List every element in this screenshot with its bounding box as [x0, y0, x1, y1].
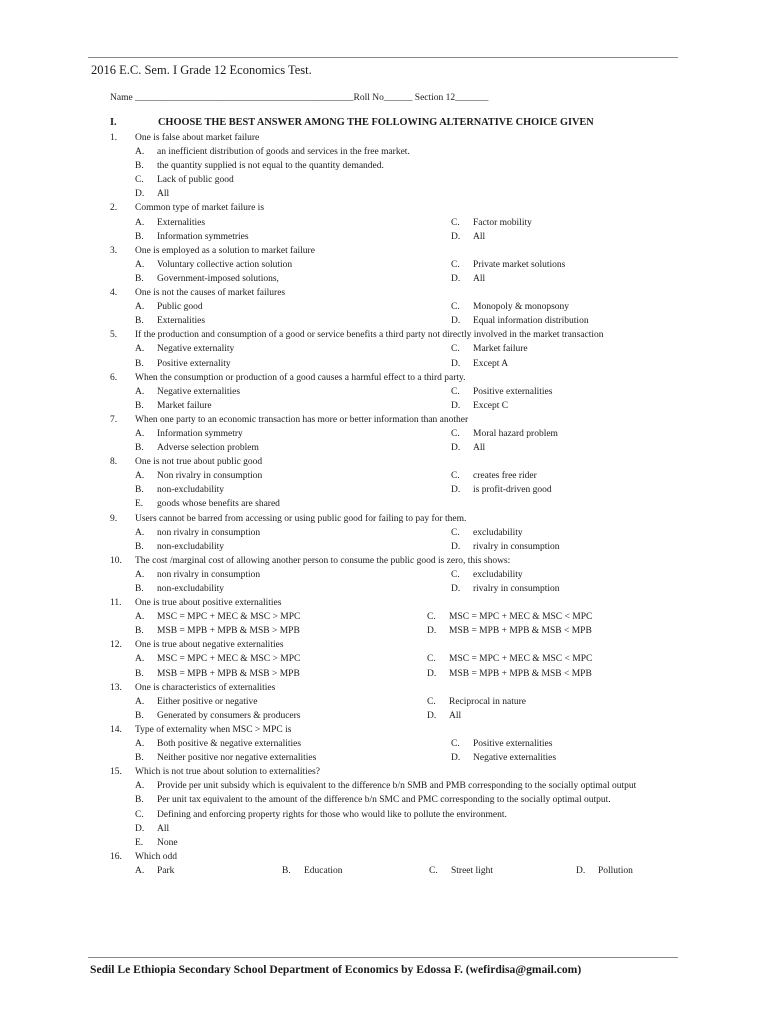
question-number: 7.	[110, 414, 118, 425]
question-number: 9.	[110, 513, 118, 524]
option-letter: C.	[135, 175, 144, 186]
answer-option	[135, 751, 451, 765]
answer-option	[135, 864, 282, 878]
section-instruction: CHOOSE THE BEST ANSWER AMONG THE FOLLOWING ALTERNATIVE CHOICE GIVEN	[158, 117, 594, 128]
answer-options	[135, 300, 670, 328]
option-letter: C.	[451, 739, 460, 750]
option-text: Public good	[157, 302, 203, 313]
answer-option	[135, 667, 427, 681]
option-letter: C.	[451, 527, 460, 538]
answer-option	[135, 695, 427, 709]
answer-option	[427, 624, 670, 638]
question-number: 15.	[110, 767, 122, 778]
answer-options	[135, 737, 670, 765]
option-letter: A.	[135, 428, 145, 439]
option-text: None	[157, 837, 178, 848]
bottom-rule	[88, 957, 678, 958]
option-text: Provide per unit subsidy which is equivalent to the difference b/n SMB and PMB corresponding to the socially optimal output	[157, 781, 637, 792]
test-title: 2016 E.C. Sem. I Grade 12 Economics Test.	[91, 63, 312, 77]
option-text: Voluntary collective action solution	[157, 259, 293, 270]
option-letter: B.	[282, 865, 291, 876]
option-letter: C.	[427, 612, 436, 623]
question-stem: One is true about positive externalities	[135, 598, 282, 609]
answer-option	[451, 526, 670, 540]
option-text: Park	[157, 865, 175, 876]
option-letter: D.	[451, 443, 461, 454]
answer-option	[135, 497, 451, 511]
question-number: 13.	[110, 682, 122, 693]
answer-option	[135, 540, 451, 554]
option-text: Reciprocal in nature	[449, 696, 527, 707]
answer-option	[427, 610, 670, 624]
answer-option	[135, 385, 451, 399]
option-text: an inefficient distribution of goods and services in the free market.	[157, 147, 410, 158]
option-letter: B.	[135, 626, 144, 637]
question-14	[110, 723, 670, 765]
answer-option	[451, 357, 670, 371]
option-text: Negative externality	[157, 344, 235, 355]
answer-option	[135, 230, 451, 244]
option-letter: A.	[135, 739, 145, 750]
option-text: Equal information distribution	[473, 316, 589, 327]
question-stem: One is true about negative externalities	[135, 640, 284, 651]
answer-option	[135, 342, 451, 356]
option-letter: D.	[451, 231, 461, 242]
answer-option	[135, 258, 451, 272]
option-letter: B.	[135, 753, 144, 764]
question-stem: If the production and consumption of a good or service benefits a third party not directly involved in the market transaction	[135, 330, 604, 341]
option-text: Externalities	[157, 316, 206, 327]
option-text: Education	[304, 865, 343, 876]
answer-options	[135, 216, 670, 244]
answer-option	[135, 187, 670, 201]
option-letter: B.	[135, 161, 144, 172]
option-text: Negative externalities	[473, 753, 557, 764]
option-letter: D.	[451, 485, 461, 496]
answer-option	[451, 737, 670, 751]
answer-option	[135, 582, 451, 596]
option-text: Private market solutions	[473, 259, 566, 270]
option-letter: D.	[451, 273, 461, 284]
question-16	[110, 850, 670, 878]
option-text: Factor mobility	[473, 217, 532, 228]
option-letter: D.	[427, 626, 437, 637]
option-letter: B.	[135, 231, 144, 242]
answer-option	[576, 864, 670, 878]
answer-option	[135, 300, 451, 314]
option-text: non rivalry in consumption	[157, 569, 261, 580]
question-number: 2.	[110, 203, 118, 214]
answer-options	[135, 568, 670, 596]
question-stem: One is characteristics of externalities	[135, 682, 276, 693]
option-text: All	[449, 710, 462, 721]
option-text: non-excludability	[157, 541, 225, 552]
answer-option	[135, 624, 427, 638]
option-text: Information symmetry	[157, 428, 243, 439]
option-text: goods whose benefits are shared	[157, 499, 280, 510]
option-letter: C.	[451, 428, 460, 439]
answer-option	[135, 793, 670, 807]
answer-option	[135, 610, 427, 624]
option-text: All	[157, 189, 170, 200]
option-text: Pollution	[598, 865, 633, 876]
question-stem: One is employed as a solution to market failure	[135, 245, 315, 256]
answer-option	[451, 399, 670, 413]
option-letter: C.	[451, 386, 460, 397]
answer-option	[451, 427, 670, 441]
option-text: All	[473, 443, 486, 454]
option-text: non rivalry in consumption	[157, 527, 261, 538]
answer-option	[451, 540, 670, 554]
question-number: 6.	[110, 372, 118, 383]
answer-option	[135, 314, 451, 328]
option-text: rivalry in consumption	[473, 584, 560, 594]
option-text: Negative externalities	[157, 386, 241, 397]
option-text: MSC = MPC + MEC & MSC > MPC	[157, 654, 301, 665]
answer-option	[135, 173, 670, 187]
option-letter: D.	[135, 189, 145, 200]
option-text: Moral hazard problem	[473, 428, 558, 439]
answer-option	[135, 652, 427, 666]
option-text: Externalities	[157, 217, 206, 228]
answer-option	[427, 709, 670, 723]
option-letter: C.	[451, 471, 460, 482]
answer-option	[451, 258, 670, 272]
question-stem: Which is not true about solution to externalities?	[135, 767, 320, 778]
option-text: Government-imposed solutions,	[157, 273, 279, 284]
option-text: excludability	[473, 527, 523, 538]
answer-option	[135, 737, 451, 751]
answer-option	[135, 357, 451, 371]
option-text: MSC = MPC + MEC & MSC > MPC	[157, 612, 301, 623]
question-9	[110, 512, 670, 554]
answer-options	[135, 779, 670, 849]
answer-options	[135, 469, 670, 511]
option-text: creates free rider	[473, 471, 537, 482]
option-text: MSC = MPC + MEC & MSC < MPC	[449, 612, 593, 623]
question-list	[110, 131, 670, 878]
option-letter: C.	[451, 569, 460, 580]
answer-option	[451, 751, 670, 765]
question-stem: Common type of market failure is	[135, 203, 265, 214]
option-text: All	[473, 273, 486, 284]
option-letter: A.	[135, 781, 145, 792]
option-letter: B.	[135, 795, 144, 806]
option-text: Adverse selection problem	[157, 443, 259, 454]
question-stem: The cost /marginal cost of allowing another person to consume the public good is zero, this shows:	[135, 555, 511, 566]
option-letter: A.	[135, 217, 145, 228]
option-text: Information symmetries	[157, 231, 249, 242]
option-text: MSB = MPB + MPB & MSB < MPB	[449, 626, 592, 637]
answer-option	[451, 216, 670, 230]
option-letter: A.	[135, 386, 145, 397]
answer-option	[135, 526, 451, 540]
answer-option	[135, 779, 670, 793]
option-text: Positive externality	[157, 358, 231, 369]
option-letter: B.	[135, 541, 144, 552]
option-text: MSB = MPB + MPB & MSB < MPB	[449, 668, 592, 679]
question-number: 12.	[110, 640, 122, 651]
option-text: the quantity supplied is not equal to the quantity demanded.	[157, 161, 384, 172]
option-text: MSC = MPC + MEC & MSC < MPC	[449, 654, 593, 665]
answer-option	[427, 695, 670, 709]
option-letter: A.	[135, 302, 145, 313]
option-text: non-excludability	[157, 584, 225, 594]
question-stem: Type of externality when MSC > MPC is	[135, 724, 292, 735]
option-text: is profit-driven good	[473, 485, 552, 496]
question-8	[110, 455, 670, 511]
option-letter: C.	[451, 344, 460, 355]
option-text: Except C	[473, 400, 509, 411]
top-rule	[88, 57, 678, 58]
answer-option	[451, 314, 670, 328]
option-letter: A.	[135, 865, 145, 876]
question-number: 5.	[110, 330, 118, 341]
question-5	[110, 328, 670, 370]
option-text: Non rivalry in consumption	[157, 471, 263, 482]
question-4	[110, 286, 670, 328]
answer-option	[135, 399, 451, 413]
option-letter: A.	[135, 569, 145, 580]
answer-option	[135, 808, 670, 822]
option-letter: B.	[135, 584, 144, 594]
question-7	[110, 413, 670, 455]
option-text: Positive externalities	[473, 739, 553, 750]
question-number: 1.	[110, 133, 118, 143]
question-1	[110, 131, 670, 201]
option-text: Both positive & negative externalities	[157, 739, 302, 750]
question-stem: When the consumption or production of a good causes a harmful effect to a third party.	[135, 372, 466, 383]
option-text: Monopoly & monopsony	[473, 302, 570, 313]
option-letter: C.	[429, 865, 438, 876]
question-6	[110, 371, 670, 413]
question-10	[110, 554, 670, 596]
option-text: Neither positive nor negative externalities	[157, 753, 317, 764]
question-number: 8.	[110, 457, 118, 468]
option-letter: E.	[135, 499, 144, 510]
option-letter: D.	[451, 400, 461, 411]
answer-option	[427, 667, 670, 681]
option-text: All	[473, 231, 486, 242]
option-text: Lack of public good	[157, 175, 234, 186]
option-letter: C.	[451, 302, 460, 313]
option-letter: D.	[576, 865, 586, 876]
option-letter: B.	[135, 273, 144, 284]
question-15	[110, 765, 670, 850]
option-letter: D.	[135, 823, 145, 834]
answer-options	[135, 145, 670, 201]
answer-options	[135, 258, 670, 286]
answer-option	[427, 652, 670, 666]
option-letter: C.	[135, 809, 144, 820]
answer-options	[135, 610, 670, 638]
question-number: 4.	[110, 288, 118, 299]
question-number: 11.	[110, 598, 122, 609]
answer-option	[451, 469, 670, 483]
option-letter: A.	[135, 344, 145, 355]
answer-option	[135, 483, 451, 497]
footer-credit: Sedil Le Ethiopia Secondary School Department of Economics by Edossa F. (wefirdisa@gmail.com)	[90, 963, 582, 976]
answer-option	[135, 272, 451, 286]
option-letter: B.	[135, 485, 144, 496]
question-stem: When one party to an economic transaction has more or better information than another	[135, 414, 469, 425]
answer-option	[135, 159, 670, 173]
question-13	[110, 681, 670, 723]
question-number: 14.	[110, 724, 122, 735]
answer-option	[135, 568, 451, 582]
option-text: All	[157, 823, 170, 834]
option-letter: D.	[427, 710, 437, 721]
option-letter: D.	[451, 358, 461, 369]
option-letter: D.	[451, 584, 461, 594]
question-stem: One is not true about public good	[135, 457, 263, 468]
question-stem: One is not the causes of market failures	[135, 288, 286, 299]
question-number: 10.	[110, 555, 122, 566]
answer-option	[135, 441, 451, 455]
option-letter: E.	[135, 837, 144, 848]
answer-option	[451, 483, 670, 497]
option-letter: B.	[135, 358, 144, 369]
option-letter: B.	[135, 443, 144, 454]
option-text: Defining and enforcing property rights for those who would like to pollute the environment.	[157, 809, 507, 820]
question-stem: Users cannot be barred from accessing or using public good for failing to pay for them.	[135, 513, 467, 524]
option-text: non-excludability	[157, 485, 225, 496]
option-letter: D.	[427, 668, 437, 679]
option-text: rivalry in consumption	[473, 541, 560, 552]
option-letter: A.	[135, 471, 145, 482]
option-letter: C.	[427, 696, 436, 707]
option-text: Street light	[451, 865, 493, 876]
option-letter: A.	[135, 147, 145, 158]
answer-option	[135, 145, 670, 159]
section-heading	[110, 117, 594, 128]
option-text: Market failure	[157, 400, 212, 411]
option-text: MSB = MPB + MPB & MSB > MPB	[157, 626, 300, 637]
question-number: 3.	[110, 245, 118, 256]
option-letter: D.	[451, 541, 461, 552]
option-letter: A.	[135, 696, 145, 707]
answer-options	[135, 427, 670, 455]
question-12	[110, 638, 670, 680]
option-letter: A.	[135, 527, 145, 538]
question-3	[110, 244, 670, 286]
option-letter: C.	[451, 259, 460, 270]
option-text: Either positive or negative	[157, 696, 258, 707]
answer-option	[282, 864, 429, 878]
option-letter: B.	[135, 400, 144, 411]
answer-option	[135, 469, 451, 483]
answer-option	[451, 568, 670, 582]
answer-options	[135, 526, 670, 554]
option-letter: C.	[427, 654, 436, 665]
option-letter: B.	[135, 668, 144, 679]
option-letter: A.	[135, 654, 145, 665]
option-text: MSB = MPB + MPB & MSB > MPB	[157, 668, 300, 679]
option-text: excludability	[473, 569, 523, 580]
question-2	[110, 201, 670, 243]
answer-options	[135, 695, 670, 723]
option-letter: D.	[451, 316, 461, 327]
answer-option	[451, 300, 670, 314]
answer-option	[135, 427, 451, 441]
option-text: Market failure	[473, 344, 528, 355]
answer-option	[135, 216, 451, 230]
answer-option	[451, 385, 670, 399]
answer-option	[429, 864, 576, 878]
option-text: Generated by consumers & producers	[157, 710, 301, 721]
answer-option	[135, 822, 670, 836]
name-roll-section-line: Name ______________________________________________Roll No______ Section 12_______	[110, 93, 489, 103]
answer-options	[135, 652, 670, 680]
answer-option	[451, 582, 670, 596]
option-text: Except A	[473, 358, 509, 369]
option-letter: A.	[135, 259, 145, 270]
answer-options	[135, 342, 670, 370]
option-text: Per unit tax equivalent to the amount of the difference b/n SMC and PMC corresponding to the socially optimal output.	[157, 795, 611, 806]
option-text: Positive externalities	[473, 386, 553, 397]
answer-option	[451, 272, 670, 286]
option-letter: A.	[135, 612, 145, 623]
option-letter: C.	[451, 217, 460, 228]
answer-options	[135, 864, 670, 878]
question-number: 16.	[110, 851, 122, 862]
answer-option	[451, 342, 670, 356]
answer-option	[135, 709, 427, 723]
answer-options	[135, 385, 670, 413]
question-11	[110, 596, 670, 638]
answer-option	[135, 836, 670, 850]
question-stem: Which odd	[135, 851, 177, 862]
option-letter: D.	[451, 753, 461, 764]
option-letter: B.	[135, 316, 144, 327]
section-number: I.	[110, 117, 117, 128]
question-stem: One is false about market failure	[135, 133, 260, 143]
answer-option	[451, 230, 670, 244]
option-letter: B.	[135, 710, 144, 721]
answer-option	[451, 441, 670, 455]
